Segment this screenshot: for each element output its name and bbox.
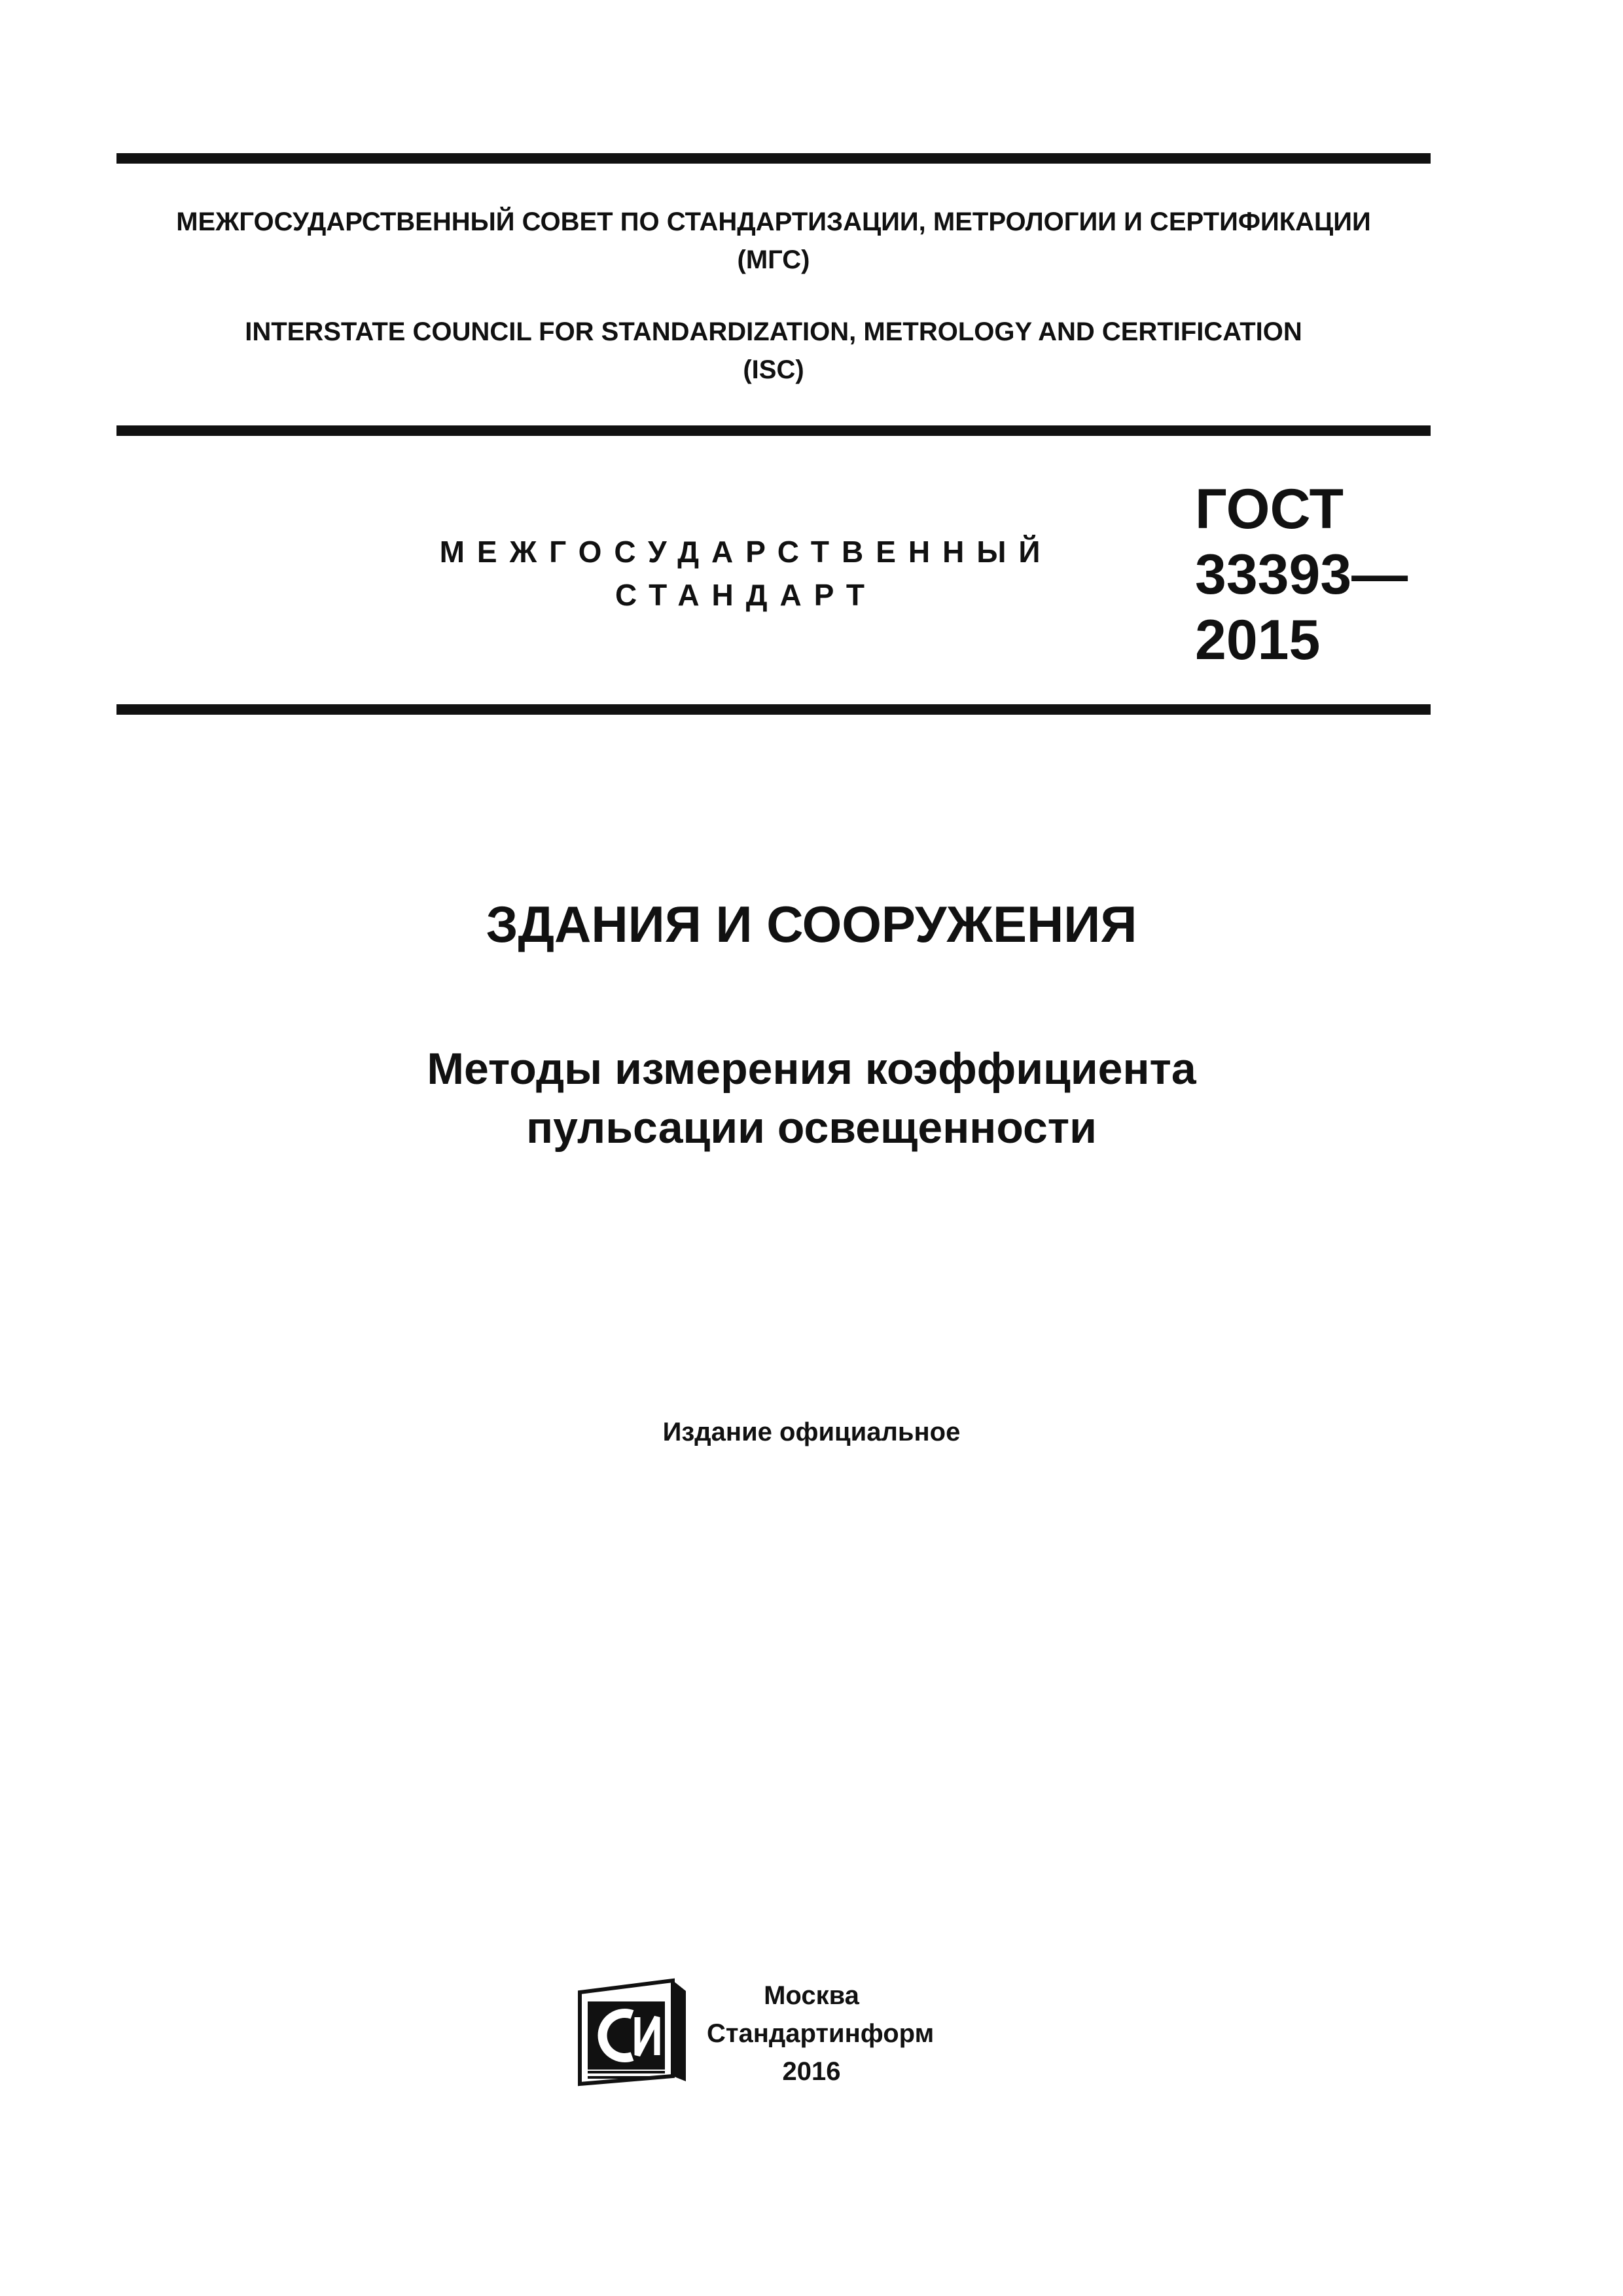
document-subtitle-line1: Методы измерения коэффициента (427, 1044, 1196, 1094)
standartinform-logo-icon (575, 1978, 688, 2088)
standard-code (1195, 476, 1408, 673)
edition-label: Издание официальное (662, 1418, 961, 1446)
document-subtitle-line2: пульсации освещенности (526, 1103, 1097, 1153)
bottom-divider (116, 704, 1431, 715)
standard-kind-line1: МЕЖГОСУДАРСТВЕННЫЙ (439, 535, 1053, 569)
standard-code-prefix: ГОСТ (1195, 478, 1344, 541)
publisher-city: Москва (764, 1981, 859, 2010)
middle-divider (116, 425, 1431, 436)
document-title: ЗДАНИЯ И СООРУЖЕНИЯ (486, 895, 1137, 953)
council-name-ru-line1: МЕЖГОСУДАРСТВЕННЫЙ СОВЕТ ПО СТАНДАРТИЗАЦИИ, МЕТРОЛОГИИ И СЕРТИФИКАЦИИ (176, 207, 1371, 236)
standard-kind-line2: СТАНДАРТ (615, 578, 877, 612)
council-name-en-line1: INTERSTATE COUNCIL FOR STANDARDIZATION, METROLOGY AND CERTIFICATION (245, 317, 1302, 346)
publisher-block (707, 1977, 935, 2090)
council-abbr-ru: (МГС) (737, 245, 810, 274)
council-name-en (116, 313, 1431, 389)
standard-code-year: 2015 (1195, 609, 1321, 672)
council-name-ru (116, 203, 1431, 279)
publisher-name: Стандартинформ (707, 2019, 935, 2048)
council-abbr-en: (ISC) (743, 355, 804, 384)
standard-code-number: 33393— (1195, 543, 1408, 606)
standard-kind (366, 530, 1126, 617)
publication-year: 2016 (782, 2057, 841, 2086)
document-subtitle (0, 1039, 1623, 1157)
top-divider (116, 153, 1431, 164)
